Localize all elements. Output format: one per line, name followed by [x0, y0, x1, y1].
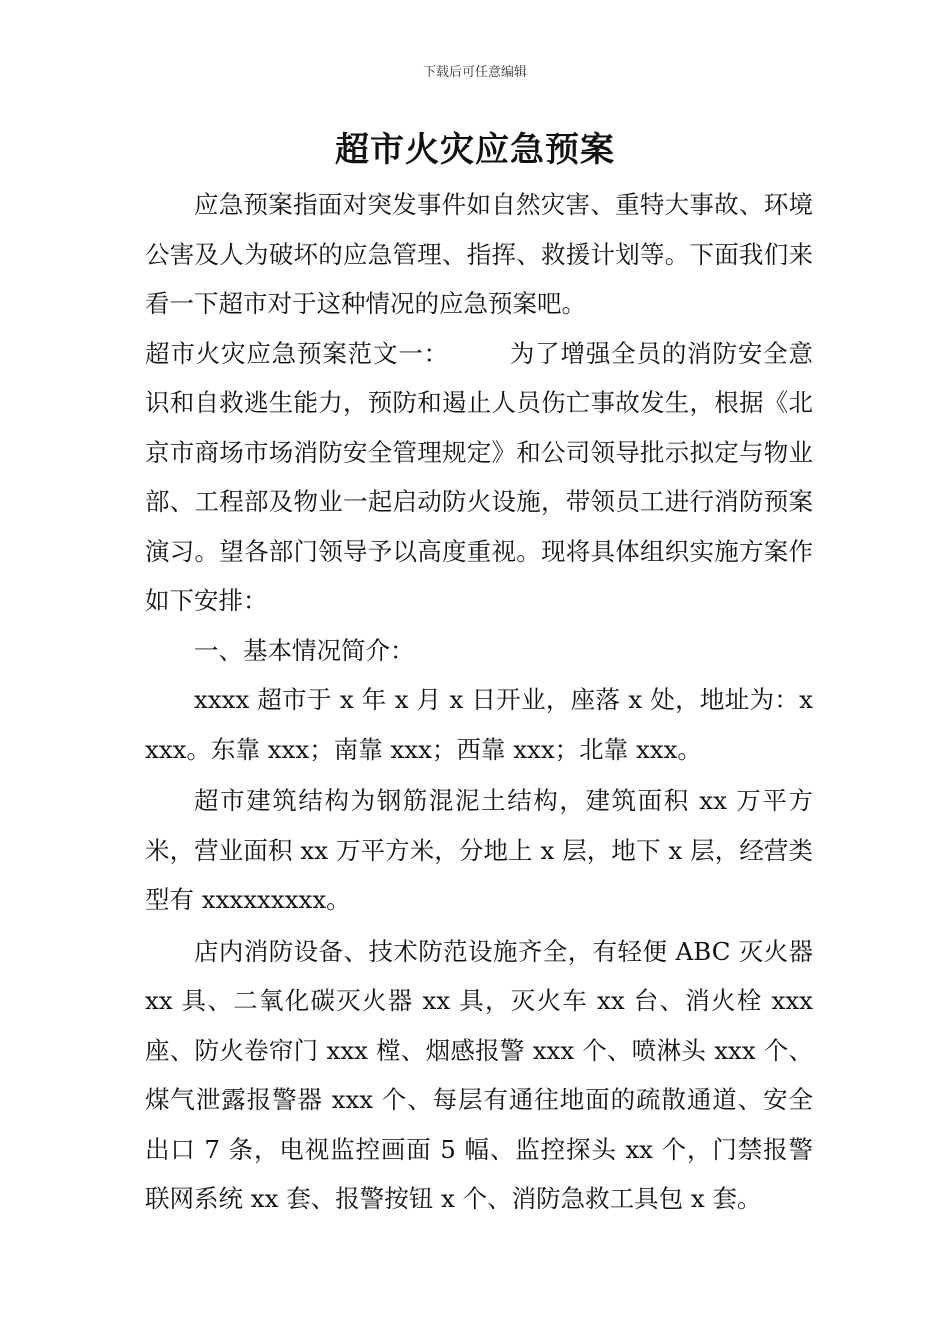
document-title: 超市火灾应急预案 [335, 130, 615, 170]
section-heading: 一、基本情况简介： [194, 635, 415, 665]
sample-paragraph [145, 329, 813, 626]
sample-heading: 超市火灾应急预案范文一： [145, 338, 449, 368]
sample-body: 为了增强全员的消防安全意识和自救逃生能力，预防和遏止人员伤亡事故发生，根据《北京市商场市场消防安全管理规定》和公司领导批示拟定与物业部、工程部及物业一起启动防火设施，带领员工进行消防预案演习。望各部门领导予以高度重视。现将具体组织实施方案作如下安排： [145, 338, 813, 615]
structure-paragraph: 超市建筑结构为钢筋混泥土结构，建筑面积 xx 万平方米，营业面积 xx 万平方米，分地上 x 层，地下 x 层，经营类型有 xxxxxxxxx。 [145, 786, 813, 914]
intro-paragraph: 应急预案指面对突发事件如自然灾害、重特大事故、环境公害及人为破坏的应急管理、指挥、救援计划等。下面我们来看一下超市对于这种情况的应急预案吧。 [145, 190, 813, 318]
document-body [145, 180, 813, 1224]
equipment-paragraph: 店内消防设备、技术防范设施齐全，有轻便 ABC 灭火器 xx 具、二氧化碳灭火器 xx 具，灭火车 xx 台、消火栓 xxx 座、防火卷帘门 xxx 樘、烟感报警 xxx 个、喷淋头 xxx 个、煤气泄露报警器 xxx 个、每层有通往地面的疏散通道、安全出口 7 条，电视监控画面 5 幅、监控探头 xx 个，门禁报警联网系统 xx 套、报警按钮 x 个、消防急救工具包 x 套。 [145, 936, 813, 1213]
header-note: 下载后可任意编辑 [422, 65, 527, 80]
location-paragraph: xxxx 超市于 x 年 x 月 x 日开业，座落 x 处，地址为：xxxx。东靠 xxx；南靠 xxx；西靠 xxx；北靠 xxx。 [145, 685, 813, 764]
